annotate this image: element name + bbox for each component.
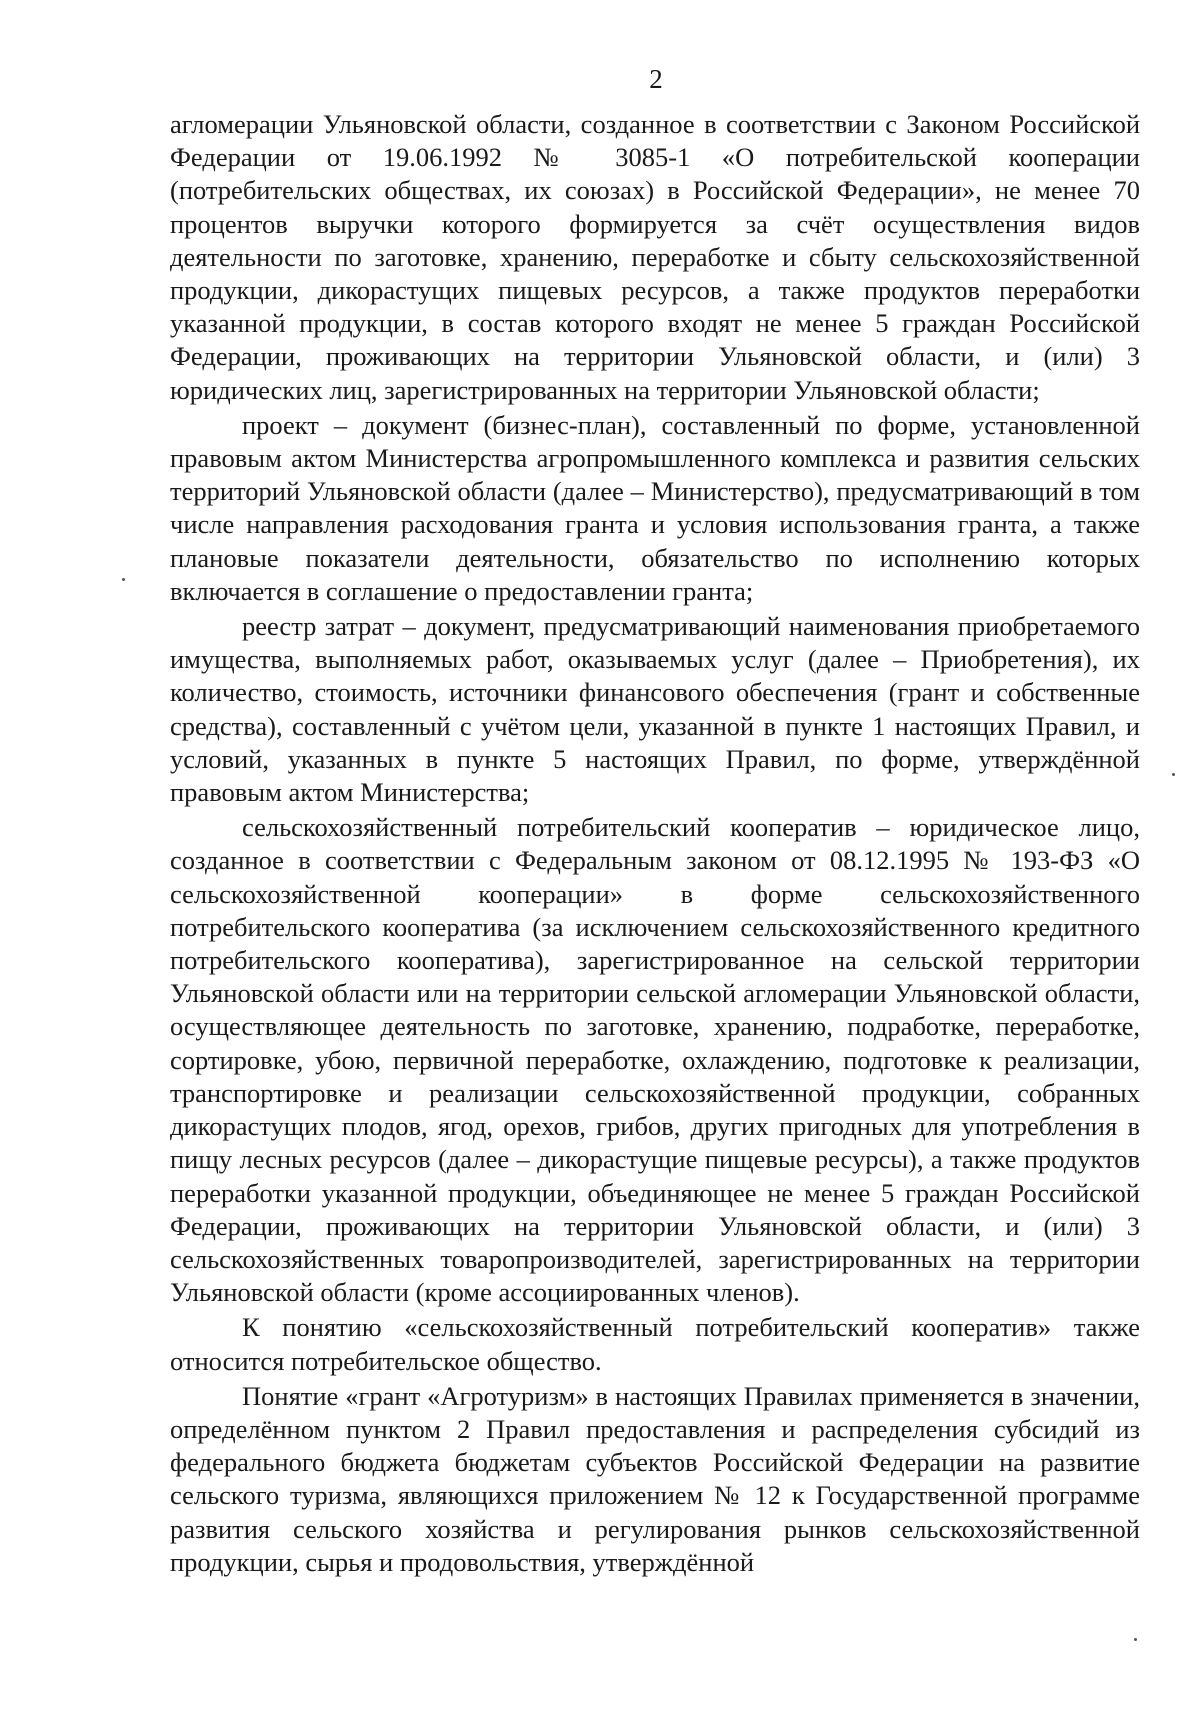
paragraph-agrotourism-grant: Понятие «грант «Агротуризм» в настоящих Правилах применяется в значении, определённом пунктом 2 Правил предоставления и распределения субсидий из федерального бюджета бюджетам субъектов Российской Федерации на развитие сельского туризма, являющихся приложением № 12 к Государственной программе развития сельского хозяйства и регулирования рынков сельскохозяйственной продукции, сырья и продовольствия, утверждённой <box>170 1380 1140 1577</box>
page-number: 2 <box>649 64 663 94</box>
scan-speck <box>1134 1638 1137 1641</box>
scan-speck <box>1172 773 1175 776</box>
document-body <box>170 108 1140 1579</box>
paragraph-cooperative-definition: сельскохозяйственный потребительский кооператив – юридическое лицо, созданное в соответствии с Федеральным законом от 08.12.1995 № 193-ФЗ «О сельскохозяйственной кооперации» в форме сельскохозяйственного потребительского кооператива (за исключением сельскохозяйственного кредитного потребительского кооператива), зарегистрированное на сельской территории Ульяновской области или на территории сельской агломерации Ульяновской области, осуществляющее деятельность по заготовке, хранению, подработке, переработке, сортировке, убою, первичной переработке, охлаждению, подготовке к реализации, транспортировке и реализации сельскохозяйственной продукции, собранных дикорастущих плодов, ягод, орехов, грибов, других пригодных для употребления в пищу лесных ресурсов (далее – дикорастущие пищевые ресурсы), а также продуктов переработки указанной продукции, объединяющее не менее 5 граждан Российской Федерации, проживающих на территории Ульяновской области, и (или) 3 сельскохозяйственных товаропроизводителей, зарегистрированных на территории Ульяновской области (кроме ассоциированных членов). <box>170 812 1140 1308</box>
paragraph-continuation: агломерации Ульяновской области, созданное в соответствии с Законом Российской Федерации от 19.06.1992 № 3085-1 «О потребительской кооперации (потребительских обществах, их союзах) в Российской Федерации», не менее 70 процентов выручки которого формируется за счёт осуществления видов деятельности по заготовке, хранению, переработке и сбыту сельскохозяйственной продукции, дикорастущих пищевых ресурсов, а также продуктов переработки указанной продукции, в состав которого входят не менее 5 граждан Российской Федерации, проживающих на территории Ульяновской области, и (или) 3 юридических лиц, зарегистрированных на территории Ульяновской области; <box>170 109 1140 405</box>
paragraph-project-definition: проект – документ (бизнес-план), составленный по форме, установленной правовым актом Министерства агропромышленного комплекса и развития сельских территорий Ульяновской области (далее – Министерство), предусматривающий в том числе направления расходования гранта и условия использования гранта, а также плановые показатели деятельности, обязательство по исполнению которых включается в соглашение о предоставлении гранта; <box>170 409 1140 606</box>
scan-speck <box>122 578 125 581</box>
paragraph-consumer-society: К понятию «сельскохозяйственный потребительский кооператив» также относится потребительское общество. <box>170 1312 1140 1376</box>
paragraph-cost-register-definition: реестр затрат – документ, предусматривающий наименования приобретаемого имущества, выполняемых работ, оказываемых услуг (далее – Приобретения), их количество, стоимость, источники финансового обеспечения (грант и собственные средства), составленный с учётом цели, указанной в пункте 1 настоящих Правил, и условий, указанных в пункте 5 настоящих Правил, по форме, утверждённой правовым актом Министерства; <box>170 611 1140 808</box>
